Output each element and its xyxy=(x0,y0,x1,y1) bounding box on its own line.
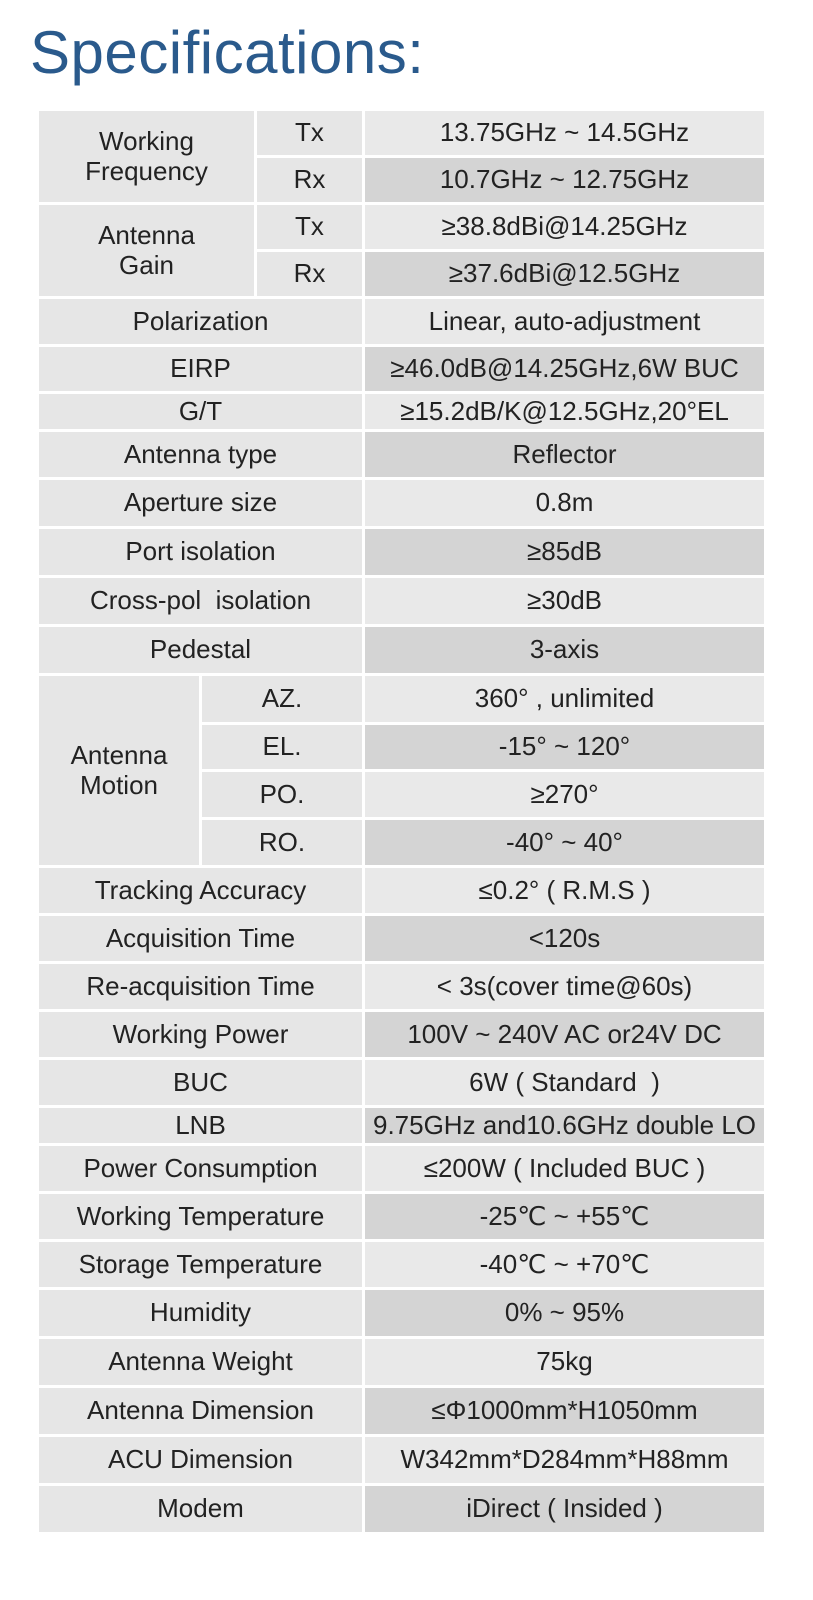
humidity-value: 0% ~ 95% xyxy=(364,1289,766,1338)
antenna-dimension-label: Antenna Dimension xyxy=(38,1387,364,1436)
gt-label: G/T xyxy=(38,393,364,431)
antenna-gain-rx-value: ≥37.6dBi@12.5GHz xyxy=(364,251,766,298)
buc-value: 6W ( Standard ) xyxy=(364,1059,766,1107)
rx-label: Rx xyxy=(256,251,364,298)
table-row xyxy=(38,346,766,393)
working-frequency-label xyxy=(38,110,256,204)
port-isolation-value: ≥85dB xyxy=(364,528,766,577)
gt-value: ≥15.2dB/K@12.5GHz,20°EL xyxy=(364,393,766,431)
table-row xyxy=(38,1011,766,1059)
reacquisition-time-value: < 3s(cover time@60s) xyxy=(364,963,766,1011)
antenna-gain-label-text: Antenna Gain xyxy=(98,219,195,280)
acu-dimension-value: W342mm*D284mm*H88mm xyxy=(364,1436,766,1485)
po-label: PO. xyxy=(201,771,364,819)
az-value: 360° , unlimited xyxy=(364,675,766,724)
modem-label: Modem xyxy=(38,1485,364,1534)
table-row xyxy=(38,1145,766,1193)
acu-dimension-label: ACU Dimension xyxy=(38,1436,364,1485)
acquisition-time-value: <120s xyxy=(364,915,766,963)
table-row xyxy=(38,393,766,431)
power-consumption-label: Power Consumption xyxy=(38,1145,364,1193)
storage-temperature-label: Storage Temperature xyxy=(38,1241,364,1289)
table-row xyxy=(38,867,766,915)
working-power-value: 100V ~ 240V AC or24V DC xyxy=(364,1011,766,1059)
table-row xyxy=(38,1241,766,1289)
working-frequency-rx-value: 10.7GHz ~ 12.75GHz xyxy=(364,157,766,204)
antenna-motion-label xyxy=(38,675,201,867)
tracking-accuracy-label: Tracking Accuracy xyxy=(38,867,364,915)
table-row xyxy=(38,431,766,479)
table-row xyxy=(38,675,766,724)
eirp-label: EIRP xyxy=(38,346,364,393)
power-consumption-value: ≤200W ( Included BUC ) xyxy=(364,1145,766,1193)
working-frequency-tx-value: 13.75GHz ~ 14.5GHz xyxy=(364,110,766,157)
antenna-type-value: Reflector xyxy=(364,431,766,479)
pedestal-value: 3-axis xyxy=(364,626,766,675)
modem-value: iDirect ( Insided ) xyxy=(364,1485,766,1534)
antenna-gain-label xyxy=(38,204,256,298)
ro-value: -40° ~ 40° xyxy=(364,819,766,867)
tx-label: Tx xyxy=(256,110,364,157)
working-frequency-label-text: Working Frequency xyxy=(85,125,208,186)
table-row xyxy=(38,528,766,577)
table-row xyxy=(38,915,766,963)
table-row xyxy=(38,479,766,528)
eirp-value: ≥46.0dB@14.25GHz,6W BUC xyxy=(364,346,766,393)
humidity-label: Humidity xyxy=(38,1289,364,1338)
tracking-accuracy-value: ≤0.2° ( R.M.S ) xyxy=(364,867,766,915)
table-row xyxy=(38,1436,766,1485)
lnb-label: LNB xyxy=(38,1107,364,1145)
pedestal-label: Pedestal xyxy=(38,626,364,675)
table-row xyxy=(38,626,766,675)
table-row xyxy=(38,1387,766,1436)
az-label: AZ. xyxy=(201,675,364,724)
antenna-motion-label-text: Antenna Motion xyxy=(70,739,168,800)
working-power-label: Working Power xyxy=(38,1011,364,1059)
table-row xyxy=(38,1289,766,1338)
table-row xyxy=(38,110,766,157)
antenna-gain-tx-value: ≥38.8dBi@14.25GHz xyxy=(364,204,766,251)
antenna-type-label: Antenna type xyxy=(38,431,364,479)
acquisition-time-label: Acquisition Time xyxy=(38,915,364,963)
specifications-table xyxy=(36,108,767,1535)
antenna-dimension-value: ≤Φ1000mm*H1050mm xyxy=(364,1387,766,1436)
cross-pol-isolation-value: ≥30dB xyxy=(364,577,766,626)
page-title: Specifications: xyxy=(30,19,425,86)
reacquisition-time-label: Re-acquisition Time xyxy=(38,963,364,1011)
table-row xyxy=(38,1107,766,1145)
polarization-label: Polarization xyxy=(38,298,364,346)
storage-temperature-value: -40℃ ~ +70℃ xyxy=(364,1241,766,1289)
rx-label: Rx xyxy=(256,157,364,204)
table-row xyxy=(38,298,766,346)
buc-label: BUC xyxy=(38,1059,364,1107)
antenna-weight-value: 75kg xyxy=(364,1338,766,1387)
po-value: ≥270° xyxy=(364,771,766,819)
table-row xyxy=(38,1193,766,1241)
cross-pol-isolation-label: Cross-pol isolation xyxy=(38,577,364,626)
table-row xyxy=(38,1338,766,1387)
tx-label: Tx xyxy=(256,204,364,251)
aperture-size-label: Aperture size xyxy=(38,479,364,528)
el-value: -15° ~ 120° xyxy=(364,724,766,771)
el-label: EL. xyxy=(201,724,364,771)
antenna-weight-label: Antenna Weight xyxy=(38,1338,364,1387)
table-row xyxy=(38,1485,766,1534)
lnb-value: 9.75GHz and10.6GHz double LO xyxy=(364,1107,766,1145)
working-temperature-value: -25℃ ~ +55℃ xyxy=(364,1193,766,1241)
table-row xyxy=(38,577,766,626)
working-temperature-label: Working Temperature xyxy=(38,1193,364,1241)
ro-label: RO. xyxy=(201,819,364,867)
port-isolation-label: Port isolation xyxy=(38,528,364,577)
table-row xyxy=(38,1059,766,1107)
aperture-size-value: 0.8m xyxy=(364,479,766,528)
table-row xyxy=(38,204,766,251)
polarization-value: Linear, auto-adjustment xyxy=(364,298,766,346)
table-row xyxy=(38,963,766,1011)
